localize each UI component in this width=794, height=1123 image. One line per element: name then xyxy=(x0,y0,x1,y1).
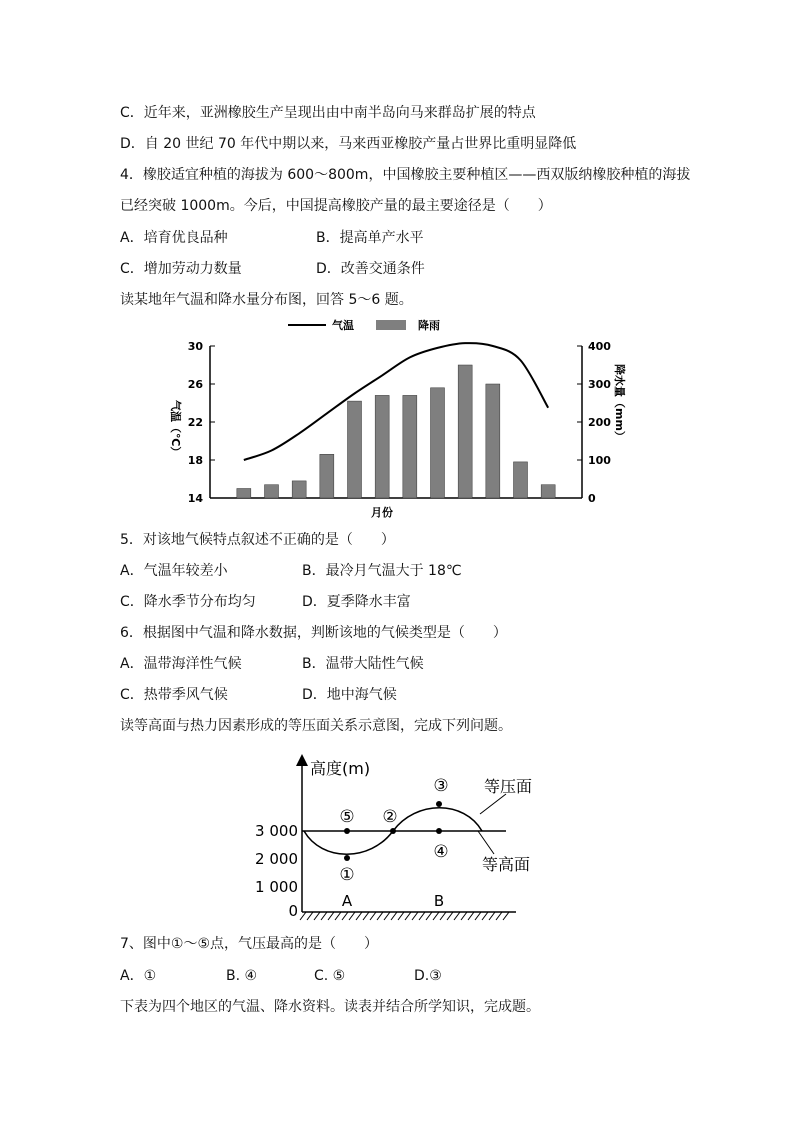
precip-bar-month-4 xyxy=(320,454,334,498)
question-6: 6．根据图中气温和降水数据，判断该地的气候类型是（ ） xyxy=(120,625,507,641)
hatch-line xyxy=(384,912,390,920)
option-d-text: D．自 20 世纪 70 年代中期以来，马来西亚橡胶产量占世界比重明显降低 xyxy=(120,136,577,152)
y-axis-left-label: 气温（℃） xyxy=(169,400,182,458)
precip-bar-month-9 xyxy=(458,365,472,498)
hatch-line xyxy=(433,912,439,920)
point-5-dot xyxy=(344,828,350,834)
y-right-tick-label: 100 xyxy=(588,454,611,467)
hatch-line xyxy=(489,912,495,920)
hatch-line xyxy=(314,912,320,920)
intro-5-6: 读某地年气温和降水量分布图，回答 5～6 题。 xyxy=(120,292,413,308)
tick-1000: 1 000 xyxy=(255,878,298,896)
hatch-line xyxy=(503,912,509,920)
point-2-label: ② xyxy=(382,807,398,827)
isobar-diagram xyxy=(250,750,540,928)
y-right-tick-label: 300 xyxy=(588,378,611,391)
y-axis-title: 高度(m) xyxy=(310,759,371,778)
hatch-line xyxy=(419,912,425,920)
temperature-line xyxy=(244,343,548,460)
legend-bar-label: 降雨 xyxy=(418,319,440,332)
hatch-line xyxy=(307,912,313,920)
hatch-line xyxy=(328,912,334,920)
point-1-label: ① xyxy=(339,865,355,885)
hatch-line xyxy=(300,912,306,920)
hatch-line xyxy=(440,912,446,920)
hatch-line xyxy=(447,912,453,920)
q5-option-a: A．气温年较差小 xyxy=(120,563,228,579)
q4-option-b: B．提高单产水平 xyxy=(316,230,424,246)
question-5: 5．对该地气候特点叙述不正确的是（ ） xyxy=(120,532,395,548)
place-a-label: A xyxy=(341,892,353,910)
intro-7: 读等高面与热力因素形成的等压面关系示意图，完成下列问题。 xyxy=(120,718,512,734)
ground-hatching xyxy=(300,912,509,920)
q7-option-d: D.③ xyxy=(414,968,442,984)
precip-bar-month-12 xyxy=(541,485,555,498)
question-4-line1: 4．橡胶适宜种植的海拔为 600～800m，中国橡胶主要种植区——西双版纳橡胶种植的海拔 xyxy=(120,167,691,183)
hatch-line xyxy=(391,912,397,920)
point-2-dot xyxy=(390,828,396,834)
q7-option-c: C. ⑤ xyxy=(314,968,346,984)
hatch-line xyxy=(377,912,383,920)
hatch-line xyxy=(496,912,502,920)
hatch-line xyxy=(468,912,474,920)
question-4-line2: 已经突破 1000m。今后，中国提高橡胶产量的最主要途径是（ ） xyxy=(120,198,552,214)
precip-bar-month-10 xyxy=(486,384,500,498)
q5-option-d: D．夏季降水丰富 xyxy=(302,594,411,610)
hatch-line xyxy=(426,912,432,920)
hatch-line xyxy=(398,912,404,920)
y-right-tick-label: 400 xyxy=(588,340,611,353)
point-3-dot xyxy=(436,801,442,807)
y-right-tick-label: 200 xyxy=(588,416,611,429)
hatch-line xyxy=(363,912,369,920)
question-7: 7、图中①～⑤点，气压最高的是（ ） xyxy=(120,936,379,952)
precip-bar-month-11 xyxy=(514,462,528,498)
legend-line-label: 气温 xyxy=(332,319,354,332)
hatch-line xyxy=(349,912,355,920)
tick-3000: 3 000 xyxy=(255,822,298,840)
isobar-label: 等压面 xyxy=(484,777,533,796)
y-right-tick-label: 0 xyxy=(588,492,596,505)
hatch-line xyxy=(461,912,467,920)
y-left-tick-label: 14 xyxy=(187,492,203,505)
hatch-line xyxy=(454,912,460,920)
q4-option-d: D．改善交通条件 xyxy=(316,261,425,277)
point-5-label: ⑤ xyxy=(339,807,355,827)
point-1-dot xyxy=(344,855,350,861)
q5-option-b: B．最冷月气温大于 18℃ xyxy=(302,563,462,579)
precip-bar-month-1 xyxy=(237,489,251,499)
q6-option-c: C．热带季风气候 xyxy=(120,687,228,703)
q7-option-a: A．① xyxy=(120,968,157,984)
q7-option-b: B. ④ xyxy=(226,968,258,984)
precip-bar-month-3 xyxy=(292,481,306,498)
q5-option-c: C．降水季节分布均匀 xyxy=(120,594,256,610)
hatch-line xyxy=(342,912,348,920)
q6-option-b: B．温带大陆性气候 xyxy=(302,656,424,672)
hatch-line xyxy=(405,912,411,920)
contour-label: 等高面 xyxy=(482,855,531,874)
hatch-line xyxy=(412,912,418,920)
tick-0: 0 xyxy=(288,902,298,920)
point-3-label: ③ xyxy=(433,776,449,796)
hatch-line xyxy=(335,912,341,920)
hatch-line xyxy=(370,912,376,920)
q4-option-c: C．增加劳动力数量 xyxy=(120,261,242,277)
x-axis-label: 月份 xyxy=(371,506,393,519)
precip-bar-month-8 xyxy=(431,388,445,498)
q6-option-d: D．地中海气候 xyxy=(302,687,397,703)
y-left-tick-label: 26 xyxy=(187,378,203,391)
q4-option-a: A．培育优良品种 xyxy=(120,230,228,246)
hatch-line xyxy=(482,912,488,920)
precip-bar-month-5 xyxy=(348,401,362,498)
y-axis-right-label: 降水量（mm） xyxy=(613,364,626,442)
place-b-label: B xyxy=(433,892,445,910)
y-left-tick-label: 18 xyxy=(187,454,203,467)
tick-2000: 2 000 xyxy=(255,850,298,868)
chart-legend xyxy=(288,318,440,332)
precip-bar-month-2 xyxy=(265,485,279,498)
legend-bar-swatch xyxy=(376,320,406,330)
isobar-leader xyxy=(480,794,506,814)
hatch-line xyxy=(321,912,327,920)
q6-option-a: A．温带海洋性气候 xyxy=(120,656,242,672)
y-left-tick-label: 30 xyxy=(187,340,203,353)
precip-bar-month-6 xyxy=(375,395,389,498)
hatch-line xyxy=(475,912,481,920)
hatch-line xyxy=(356,912,362,920)
precip-bar-month-7 xyxy=(403,395,417,498)
y-left-tick-label: 22 xyxy=(187,416,203,429)
option-c-text: C．近年来，亚洲橡胶生产呈现出由中南半岛向马来群岛扩展的特点 xyxy=(120,105,536,121)
climate-chart xyxy=(160,312,626,524)
contour-leader xyxy=(478,831,494,854)
point-4-dot xyxy=(436,828,442,834)
table-intro: 下表为四个地区的气温、降水资料。读表并结合所学知识，完成题。 xyxy=(120,999,540,1015)
point-4-label: ④ xyxy=(433,842,449,862)
